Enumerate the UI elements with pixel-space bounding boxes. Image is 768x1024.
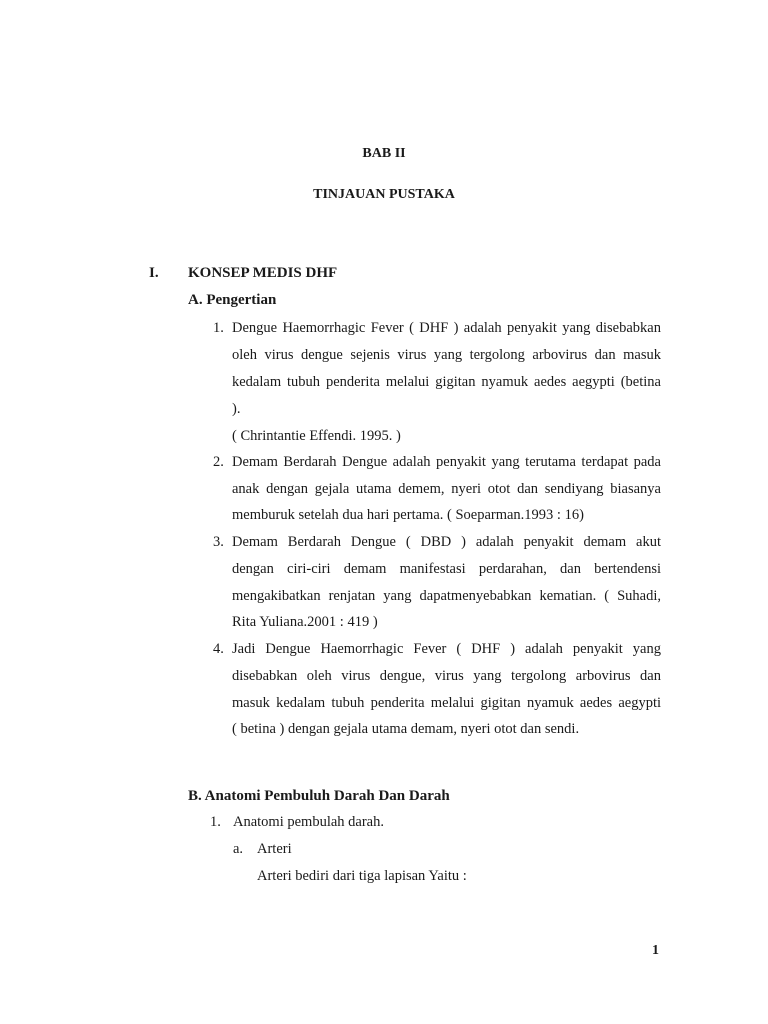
- list-item-line: Arteri: [257, 841, 292, 857]
- section-title: KONSEP MEDIS DHF: [188, 265, 338, 281]
- list-item-line: disebabkan oleh virus dengue, virus yang tergolong arbovirus dan: [232, 668, 661, 684]
- list-number: 2.: [213, 454, 224, 470]
- section-number: I.: [149, 265, 159, 281]
- list-item-line: Dengue Haemorrhagic Fever ( DHF ) adalah penyakit yang disebabkan: [232, 320, 661, 336]
- list-item-line: dengan ciri-ciri demam manifestasi perdarahan, dan bertendensi: [232, 561, 661, 577]
- list-item-line: Rita Yuliana.2001 : 419 ): [232, 614, 378, 630]
- page-number: 1: [652, 943, 659, 958]
- list-item-line: ).: [232, 401, 241, 417]
- list-number: 4.: [213, 641, 224, 657]
- chapter-heading: BAB II: [362, 146, 406, 161]
- list-item-line: oleh virus dengue sejenis virus yang tergolong arbovirus dan masuk: [232, 347, 661, 363]
- list-item-line: Demam Berdarah Dengue ( DBD ) adalah penyakit demam akut: [232, 534, 661, 550]
- list-item-line: anak dengan gejala utama demem, nyeri otot dan sendiyang biasanya: [232, 481, 661, 497]
- list-item-line: mengakibatkan renjatan yang dapatmenyebabkan kematian. ( Suhadi,: [232, 588, 661, 604]
- list-item-line: kedalam tubuh penderita melalui gigitan nyamuk aedes aegypti (betina: [232, 374, 661, 390]
- list-number: 3.: [213, 534, 224, 550]
- subsection-b-title: B. Anatomi Pembuluh Darah Dan Darah: [188, 788, 450, 804]
- chapter-title: TINJAUAN PUSTAKA: [313, 187, 455, 202]
- paragraph-text: Arteri bediri dari tiga lapisan Yaitu :: [257, 868, 467, 884]
- list-item-line: memburuk setelah dua hari pertama. ( Soeparman.1993 : 16): [232, 507, 584, 523]
- list-item-line: masuk kedalam tubuh penderita melalui gigitan nyamuk aedes aegypti: [232, 695, 661, 711]
- list-item-line: Jadi Dengue Haemorrhagic Fever ( DHF ) adalah penyakit yang: [232, 641, 661, 657]
- list-number: 1.: [213, 320, 224, 336]
- list-letter: a.: [233, 841, 244, 857]
- subsection-a-title: A. Pengertian: [188, 292, 277, 308]
- list-item-line: Anatomi pembulah darah.: [233, 814, 384, 830]
- list-item-line: Demam Berdarah Dengue adalah penyakit yang terutama terdapat pada: [232, 454, 661, 470]
- list-number: 1.: [210, 814, 221, 830]
- citation: ( Chrintantie Effendi. 1995. ): [232, 428, 401, 444]
- list-item-line: ( betina ) dengan gejala utama demam, nyeri otot dan sendi.: [232, 721, 580, 737]
